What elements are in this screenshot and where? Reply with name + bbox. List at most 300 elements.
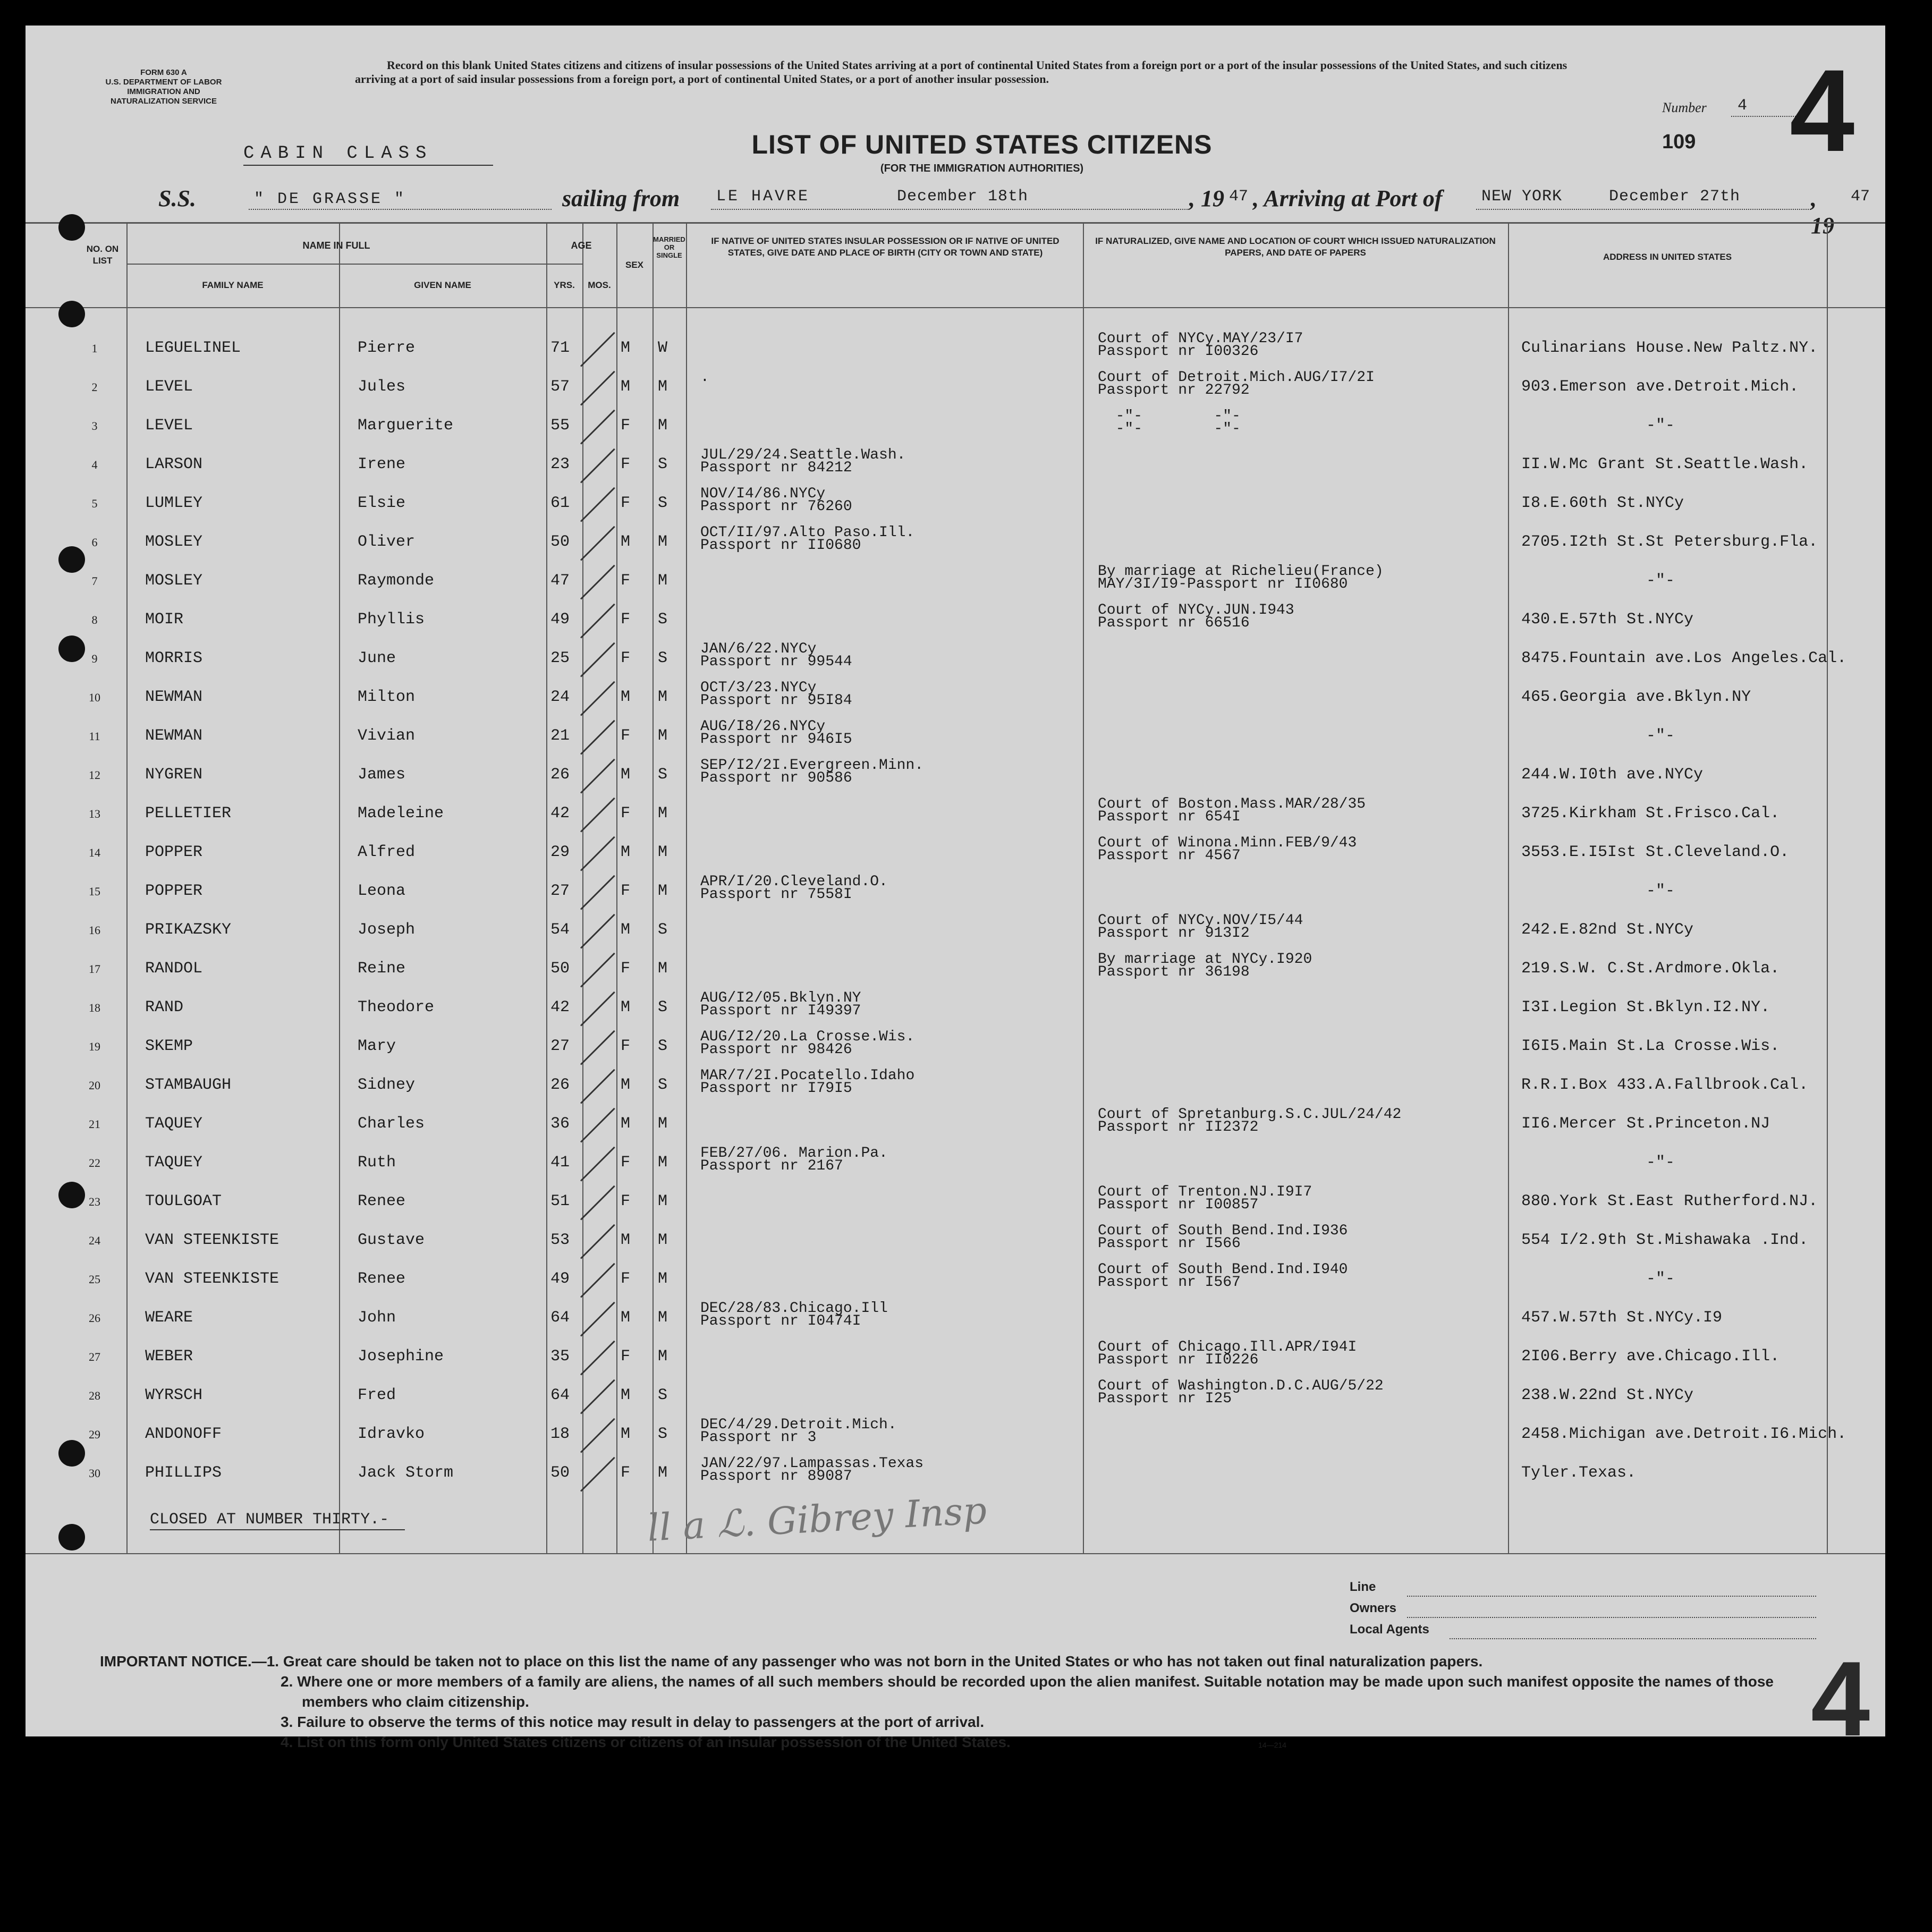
marital-status: S: [658, 1425, 668, 1443]
check-mark: [580, 1185, 615, 1221]
closed-note-underline: [150, 1529, 405, 1530]
footer-code: 14—214: [1258, 1741, 1286, 1749]
birth-date-place: DEC/28/83.Chicago.Ill: [700, 1300, 888, 1317]
age-years: 29: [550, 843, 570, 861]
family-name: STAMBAUGH: [145, 1076, 232, 1094]
address: I6I5.Main St.La Crosse.Wis.: [1521, 1037, 1780, 1055]
manifest-sheet: [26, 26, 1885, 1758]
age-years: 27: [550, 1037, 570, 1055]
naturalization-court: Court of NYCy.NOV/I5/44: [1098, 912, 1303, 929]
naturalization-passport: Passport nr II2372: [1098, 1119, 1259, 1136]
owners-label: Owners: [1350, 1601, 1397, 1615]
col-name-in-full-header: NAME IN FULL: [302, 240, 370, 251]
sex: M: [621, 533, 631, 551]
check-mark: [580, 1030, 615, 1065]
naturalization-passport: Passport nr I25: [1098, 1391, 1232, 1407]
notice-item-1: IMPORTANT NOTICE.—1. Great care should be taken not to place on this list the name of any passenger who was not born in the United States or who has not taken out final naturalization papers.: [100, 1653, 1483, 1670]
family-name: MOIR: [145, 611, 184, 629]
birth-date-place: APR/I/20.Cleveland.O.: [700, 874, 888, 890]
col-given-name-header: GIVEN NAME: [414, 280, 471, 290]
naturalization-court: Court of Chicago.Ill.APR/I94I: [1098, 1339, 1357, 1355]
row-number: 7: [91, 574, 98, 588]
naturalization-passport: Passport nr 4567: [1098, 848, 1241, 864]
naturalization-passport: Passport nr 66516: [1098, 615, 1250, 631]
age-years: 64: [550, 1386, 570, 1404]
address: I3I.Legion St.Bklyn.I2.NY.: [1521, 998, 1770, 1016]
naturalization-court: Court of Spretanburg.S.C.JUL/24/42: [1098, 1106, 1402, 1123]
ship-underline: [249, 209, 552, 210]
birth-passport: Passport nr II0680: [700, 537, 861, 554]
binder-hole: [58, 214, 85, 241]
given-name: Joseph: [358, 921, 416, 939]
age-years: 36: [550, 1115, 570, 1133]
sex: F: [621, 572, 631, 590]
ship-name: " DE GRASSE ": [254, 190, 406, 208]
naturalization-court: Court of South Bend.Ind.I936: [1098, 1223, 1348, 1239]
from-underline: [711, 209, 1189, 210]
table-bottom-rule: [26, 1553, 1885, 1554]
address: II.W.Mc Grant St.Seattle.Wash.: [1521, 455, 1809, 473]
marital-status: M: [658, 572, 668, 590]
birth-date-place: JAN/22/97.Lampassas.Texas: [700, 1455, 924, 1472]
row-number: 12: [89, 768, 100, 782]
col-divider: [126, 222, 128, 1553]
marital-status: S: [658, 1386, 668, 1404]
naturalization-passport: Passport nr I00857: [1098, 1197, 1259, 1213]
check-mark: [580, 759, 615, 794]
naturalization-passport: Passport nr I567: [1098, 1274, 1241, 1291]
given-name: June: [358, 649, 396, 667]
row-number: 10: [89, 691, 100, 704]
given-name: Idravko: [358, 1425, 425, 1443]
address: 903.Emerson ave.Detroit.Mich.: [1521, 378, 1799, 396]
naturalization-court: Court of Washington.D.C.AUG/5/22: [1098, 1378, 1384, 1394]
given-name: Sidney: [358, 1076, 416, 1094]
address: 2705.I2th St.St Petersburg.Fla.: [1521, 533, 1818, 551]
birth-date-place: MAR/7/2I.Pocatello.Idaho: [700, 1067, 915, 1084]
given-name: Marguerite: [358, 417, 454, 435]
marital-status: M: [658, 843, 668, 861]
given-name: Josephine: [358, 1348, 444, 1366]
col-no-header: NO. ON LIST: [86, 244, 119, 266]
birth-date-place: AUG/I8/26.NYCy: [700, 718, 826, 735]
row-number: 18: [89, 1001, 100, 1014]
marital-status: S: [658, 649, 668, 667]
check-mark: [580, 487, 615, 522]
family-name: PELLETIER: [145, 804, 232, 823]
check-mark: [580, 798, 615, 833]
family-name: TAQUEY: [145, 1154, 203, 1172]
address: 457.W.57th St.NYCy.I9: [1521, 1309, 1723, 1327]
marital-status: M: [658, 1231, 668, 1249]
check-mark: [580, 1263, 615, 1298]
sex: M: [621, 1309, 631, 1327]
marital-status: M: [658, 727, 668, 745]
given-name: Renee: [358, 1270, 406, 1288]
family-name: LUMLEY: [145, 494, 203, 512]
sex: F: [621, 1348, 631, 1366]
given-name: Jack Storm: [358, 1464, 454, 1482]
row-number: 19: [89, 1040, 100, 1053]
port-to: NEW YORK: [1481, 188, 1563, 206]
check-mark: [580, 681, 615, 716]
col-divider: [653, 222, 654, 1553]
page-title: LIST OF UNITED STATES CITIZENS: [751, 130, 1213, 159]
sex: M: [621, 688, 631, 706]
birth-passport: Passport nr I79I5: [700, 1080, 852, 1097]
given-name: Alfred: [358, 843, 416, 861]
check-mark: [580, 875, 615, 910]
owners-blank: [1407, 1617, 1816, 1618]
family-name: MOSLEY: [145, 533, 203, 551]
marital-status: M: [658, 1192, 668, 1210]
col-divider: [582, 222, 583, 1553]
family-name: RAND: [145, 998, 184, 1016]
given-name: Jules: [358, 378, 406, 396]
ss-label: S.S.: [158, 185, 196, 211]
age-years: 25: [550, 649, 570, 667]
marital-status: M: [658, 378, 668, 396]
age-years: 42: [550, 804, 570, 823]
age-years: 71: [550, 339, 570, 357]
family-name: TAQUEY: [145, 1115, 203, 1133]
given-name: Oliver: [358, 533, 416, 551]
check-mark: [580, 604, 615, 639]
birth-passport: Passport nr 99544: [700, 654, 852, 670]
sex: F: [621, 455, 631, 473]
family-name: LEGUELINEL: [145, 339, 241, 357]
given-name: Renee: [358, 1192, 406, 1210]
sex: M: [621, 339, 631, 357]
marital-status: M: [658, 1115, 668, 1133]
address: Culinarians House.New Paltz.NY.: [1521, 339, 1818, 357]
given-name: Milton: [358, 688, 416, 706]
binder-hole: [58, 1524, 85, 1550]
age-years: 50: [550, 960, 570, 978]
check-mark: [580, 1224, 615, 1259]
age-years: 51: [550, 1192, 570, 1210]
family-name: PRIKAZSKY: [145, 921, 232, 939]
age-years: 50: [550, 1464, 570, 1482]
given-name: Ruth: [358, 1154, 396, 1172]
check-mark: [580, 642, 615, 677]
row-number: 29: [89, 1428, 100, 1441]
check-mark: [580, 565, 615, 600]
sex: F: [621, 494, 631, 512]
name-subheader-rule: [126, 264, 582, 265]
marital-status: S: [658, 921, 668, 939]
marital-status: M: [658, 960, 668, 978]
marital-status: M: [658, 688, 668, 706]
row-number: 15: [89, 885, 100, 898]
age-years: 42: [550, 998, 570, 1016]
port-from: LE HAVRE: [716, 188, 810, 206]
sex: F: [621, 1154, 631, 1172]
naturalization-court: -"- -"-: [1098, 408, 1241, 425]
address: -"-: [1646, 572, 1675, 590]
marital-status: S: [658, 998, 668, 1016]
marital-status: M: [658, 804, 668, 823]
birth-passport: Passport nr 95I84: [700, 692, 852, 709]
form-number: FORM 630 A: [140, 68, 187, 77]
birth-date-place: DEC/4/29.Detroit.Mich.: [700, 1417, 897, 1433]
birth-passport: Passport nr 84212: [700, 460, 852, 476]
row-number: 6: [91, 536, 98, 549]
birth-date-place: AUG/I2/05.Bklyn.NY: [700, 990, 861, 1006]
row-number: 20: [89, 1079, 100, 1092]
col-birth-header: IF NATIVE OF UNITED STATES INSULAR POSSESSION OR IF NATIVE OF UNITED STATES, GIVE DATE AND PLACE OF BIRTH (CITY OR TOWN AND STATE): [711, 236, 1060, 258]
header-bottom-rule: [26, 307, 1885, 308]
address: -"-: [1646, 1270, 1675, 1288]
number-label: Number: [1662, 100, 1707, 115]
row-number: 26: [89, 1311, 100, 1325]
marital-status: S: [658, 766, 668, 784]
sex: M: [621, 1231, 631, 1249]
birth-date-place: .: [700, 369, 709, 386]
marital-status: M: [658, 1309, 668, 1327]
row-number: 25: [89, 1273, 100, 1286]
line-label: Line: [1350, 1580, 1376, 1594]
sex: M: [621, 843, 631, 861]
col-divider: [1827, 222, 1828, 1553]
family-name: NEWMAN: [145, 727, 203, 745]
family-name: WEARE: [145, 1309, 193, 1327]
sex: M: [621, 921, 631, 939]
given-name: Fred: [358, 1386, 396, 1404]
birth-passport: Passport nr I49397: [700, 1003, 861, 1019]
notice-item-3: 3. Failure to observe the terms of this notice may result in delay to passengers at the port of arrival.: [281, 1714, 985, 1730]
binder-hole: [58, 546, 85, 573]
address: 430.E.57th St.NYCy: [1521, 611, 1694, 629]
age-years: 47: [550, 572, 570, 590]
check-mark: [580, 720, 615, 755]
year-prefix-1: , 19: [1189, 185, 1224, 211]
naturalization-court: Court of Boston.Mass.MAR/28/35: [1098, 796, 1366, 812]
age-years: 61: [550, 494, 570, 512]
check-mark: [580, 526, 615, 561]
age-years: 27: [550, 882, 570, 900]
address: -"-: [1646, 882, 1675, 900]
binder-hole: [58, 635, 85, 662]
given-name: Theodore: [358, 998, 435, 1016]
address: 2458.Michigan ave.Detroit.I6.Mich.: [1521, 1425, 1847, 1443]
table-top-rule: [26, 222, 1885, 224]
birth-passport: Passport nr 98426: [700, 1041, 852, 1058]
age-years: 64: [550, 1309, 570, 1327]
birth-date-place: JUL/29/24.Seattle.Wash.: [700, 447, 906, 463]
sex: M: [621, 1386, 631, 1404]
sex: F: [621, 649, 631, 667]
given-name: Raymonde: [358, 572, 435, 590]
row-number: 28: [89, 1389, 100, 1402]
check-mark: [580, 371, 615, 406]
family-name: WEBER: [145, 1348, 193, 1366]
address: 219.S.W. C.St.Ardmore.Okla.: [1521, 960, 1780, 978]
sex: M: [621, 1076, 631, 1094]
handwritten-list-number-bottom: 4: [1811, 1640, 1870, 1758]
notice-item-4: 4. List on this form only United States citizens or citizens of an insular possession of the United States.: [281, 1734, 1011, 1750]
given-name: Leona: [358, 882, 406, 900]
sex: F: [621, 882, 631, 900]
row-number: 27: [89, 1350, 100, 1363]
check-mark: [580, 1379, 615, 1414]
check-mark: [580, 836, 615, 871]
given-name: Reine: [358, 960, 406, 978]
check-mark: [580, 1108, 615, 1143]
sex: F: [621, 727, 631, 745]
naturalization-passport: MAY/3I/I9-Passport nr II0680: [1098, 576, 1348, 592]
given-name: Madeleine: [358, 804, 444, 823]
row-number: 9: [91, 652, 98, 665]
form-identifier: [73, 68, 254, 106]
family-name: NEWMAN: [145, 688, 203, 706]
col-divider: [1508, 222, 1509, 1553]
sex: M: [621, 378, 631, 396]
address: R.R.I.Box 433.A.Fallbrook.Cal.: [1521, 1076, 1809, 1094]
agency-name-line1: IMMIGRATION AND: [127, 87, 200, 96]
arriving-label: , Arriving at Port of: [1253, 185, 1443, 211]
age-years: 53: [550, 1231, 570, 1249]
naturalization-court: Court of Detroit.Mich.AUG/I7/2I: [1098, 369, 1375, 386]
birth-passport: Passport nr 90586: [700, 770, 852, 786]
row-number: 22: [89, 1156, 100, 1170]
check-mark: [580, 1418, 615, 1453]
row-number: 11: [89, 730, 100, 743]
address: II6.Mercer St.Princeton.NJ: [1521, 1115, 1770, 1133]
department-name: U.S. DEPARTMENT OF LABOR: [105, 78, 222, 87]
row-number: 5: [91, 497, 98, 510]
sex: F: [621, 611, 631, 629]
family-name: RANDOL: [145, 960, 203, 978]
col-sex-header: SEX: [625, 260, 644, 270]
row-number: 3: [91, 419, 98, 433]
sex: F: [621, 417, 631, 435]
family-name: LEVEL: [145, 417, 193, 435]
given-name: James: [358, 766, 406, 784]
given-name: Vivian: [358, 727, 416, 745]
given-name: Phyllis: [358, 611, 425, 629]
check-mark: [580, 1341, 615, 1376]
marital-status: M: [658, 533, 668, 551]
birth-date-place: OCT/II/97.Alto Paso.Ill.: [700, 524, 915, 541]
check-mark: [580, 1069, 615, 1104]
marital-status: S: [658, 611, 668, 629]
address: Tyler.Texas.: [1521, 1464, 1637, 1482]
age-years: 35: [550, 1348, 570, 1366]
family-name: PHILLIPS: [145, 1464, 222, 1482]
address: 242.E.82nd St.NYCy: [1521, 921, 1694, 939]
col-address-header: ADDRESS IN UNITED STATES: [1603, 252, 1732, 262]
naturalization-passport: Passport nr 654I: [1098, 809, 1241, 825]
col-divider: [686, 222, 687, 1553]
age-years: 50: [550, 533, 570, 551]
local-agents-blank: [1450, 1638, 1816, 1639]
local-agents-label: Local Agents: [1350, 1622, 1429, 1637]
important-notice: [100, 1651, 1832, 1752]
marital-status: S: [658, 1037, 668, 1055]
row-number: 21: [89, 1117, 100, 1131]
naturalization-passport: Passport nr 22792: [1098, 382, 1250, 399]
marital-status: W: [658, 339, 668, 357]
age-years: 26: [550, 766, 570, 784]
naturalization-passport: Passport nr II0226: [1098, 1352, 1259, 1368]
check-mark: [580, 410, 615, 445]
agency-name-line2: NATURALIZATION SERVICE: [110, 97, 217, 106]
page-subtitle: (FOR THE IMMIGRATION AUTHORITIES): [880, 163, 1084, 174]
given-name: Gustave: [358, 1231, 425, 1249]
address: 880.York St.East Rutherford.NJ.: [1521, 1192, 1818, 1210]
birth-date-place: SEP/I2/2I.Evergreen.Minn.: [700, 757, 924, 774]
date-from: December 18th: [897, 188, 1029, 206]
birth-passport: Passport nr 76260: [700, 498, 852, 515]
row-number: 13: [89, 807, 100, 820]
closed-note: CLOSED AT NUMBER THIRTY.-: [150, 1511, 389, 1529]
address: 3553.E.I5Ist St.Cleveland.O.: [1521, 843, 1790, 861]
family-name: VAN STEENKISTE: [145, 1270, 279, 1288]
handwritten-signature: ll a ℒ. Gibrey Insp: [646, 1488, 988, 1550]
check-mark: [580, 914, 615, 949]
address: I8.E.60th St.NYCy: [1521, 494, 1684, 512]
age-years: 23: [550, 455, 570, 473]
handwritten-list-number: 4: [1790, 45, 1855, 176]
sex: M: [621, 1425, 631, 1443]
cabin-class: CABIN CLASS: [243, 143, 433, 164]
family-name: LEVEL: [145, 378, 193, 396]
sex: F: [621, 804, 631, 823]
row-number: 4: [91, 458, 98, 471]
check-mark: [580, 1147, 615, 1182]
col-married-header: MARRIED OR SINGLE: [653, 235, 685, 259]
col-divider: [616, 222, 617, 1553]
row-number: 30: [89, 1467, 100, 1480]
family-name: TOULGOAT: [145, 1192, 222, 1210]
naturalization-court: Court of Trenton.NJ.I9I7: [1098, 1184, 1312, 1200]
birth-passport: Passport nr 3: [700, 1429, 817, 1446]
birth-date-place: JAN/6/22.NYCy: [700, 641, 817, 657]
sex: F: [621, 960, 631, 978]
age-years: 26: [550, 1076, 570, 1094]
col-divider: [546, 222, 547, 1553]
address: -"-: [1646, 727, 1675, 745]
given-name: Mary: [358, 1037, 396, 1055]
year-2: 47: [1851, 188, 1870, 206]
check-mark: [580, 1302, 615, 1337]
address: -"-: [1646, 417, 1675, 435]
address: 3725.Kirkham St.Frisco.Cal.: [1521, 804, 1780, 823]
naturalization-court: Court of Winona.Minn.FEB/9/43: [1098, 835, 1357, 851]
year-prefix-2: , 19: [1811, 185, 1834, 239]
sex: M: [621, 1115, 631, 1133]
col-mos-header: MOS.: [588, 280, 611, 290]
family-name: VAN STEENKISTE: [145, 1231, 279, 1249]
age-years: 49: [550, 611, 570, 629]
given-name: Charles: [358, 1115, 425, 1133]
address: 554 I/2.9th St.Mishawaka .Ind.: [1521, 1231, 1809, 1249]
birth-passport: Passport nr 2167: [700, 1158, 843, 1174]
line-blank: [1407, 1596, 1816, 1597]
given-name: John: [358, 1309, 396, 1327]
naturalization-passport: Passport nr I566: [1098, 1235, 1241, 1252]
family-name: NYGREN: [145, 766, 203, 784]
binder-hole: [58, 301, 85, 327]
given-name: Irene: [358, 455, 406, 473]
birth-date-place: OCT/3/23.NYCy: [700, 680, 817, 696]
address: 2I06.Berry ave.Chicago.Ill.: [1521, 1348, 1780, 1366]
marital-status: M: [658, 1154, 668, 1172]
given-name: Pierre: [358, 339, 416, 357]
row-number: 16: [89, 923, 100, 937]
row-number: 17: [89, 962, 100, 976]
